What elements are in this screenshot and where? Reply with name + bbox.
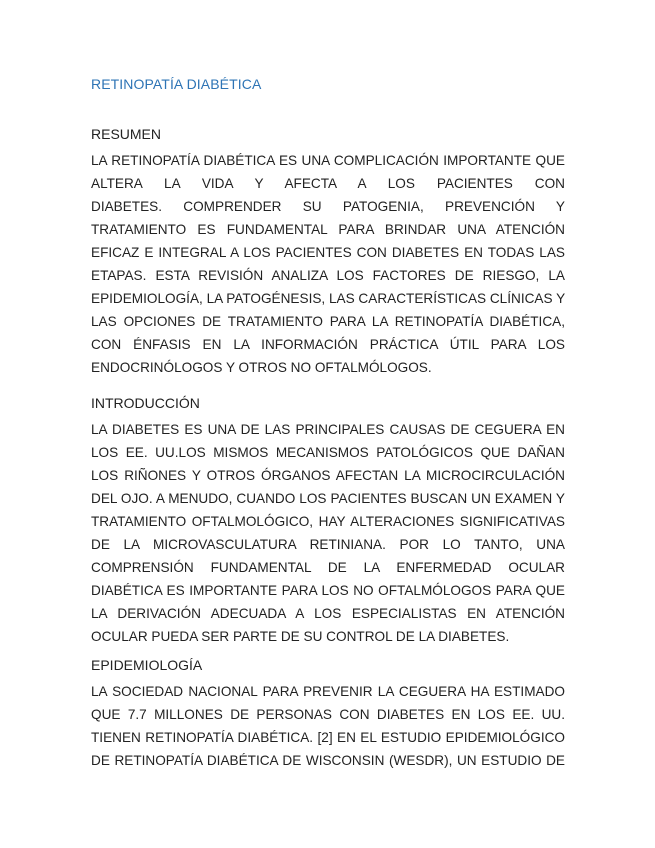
text-line: ETAPAS. ESTA REVISIÓN ANALIZA LOS FACTORES DE RIESGO, LA	[91, 268, 565, 283]
section-body-resumen	[91, 149, 565, 379]
text-line: LAS OPCIONES DE TRATAMIENTO PARA LA RETINOPATÍA DIABÉTICA,	[91, 314, 565, 329]
text-line: TIENEN RETINOPATÍA DIABÉTICA. [2] EN EL ESTUDIO EPIDEMIOLÓGICO	[91, 730, 565, 745]
text-line: COMPRENSIÓN FUNDAMENTAL DE LA ENFERMEDAD OCULAR	[91, 560, 565, 575]
text-line: EPIDEMIOLOGÍA, LA PATOGÉNESIS, LAS CARACTERÍSTICAS CLÍNICAS Y	[91, 291, 566, 306]
section-heading-epidemiologia: EPIDEMIOLOGÍA	[91, 657, 203, 673]
text-line: DIABETES. COMPRENDER SU PATOGENIA, PREVENCIÓN Y	[91, 199, 565, 214]
text-line: OCULAR PUEDA SER PARTE DE SU CONTROL DE LA DIABETES.	[91, 629, 510, 644]
text-line: ENDOCRINÓLOGOS Y OTROS NO OFTALMÓLOGOS.	[91, 360, 432, 375]
text-line: LA DIABETES ES UNA DE LAS PRINCIPALES CAUSAS DE CEGUERA EN	[91, 422, 565, 437]
document-title: RETINOPATÍA DIABÉTICA	[91, 76, 262, 92]
text-line: EFICAZ E INTEGRAL A LOS PACIENTES CON DIABETES EN TODAS LAS	[91, 245, 565, 260]
text-line: TRATAMIENTO OFTALMOLÓGICO, HAY ALTERACIONES SIGNIFICATIVAS	[91, 514, 565, 529]
text-line: LA RETINOPATÍA DIABÉTICA ES UNA COMPLICACIÓN IMPORTANTE QUE	[91, 153, 565, 168]
text-line: ALTERA LA VIDA Y AFECTA A LOS PACIENTES CON	[91, 176, 565, 191]
text-line: DIABÉTICA ES IMPORTANTE PARA LOS NO OFTALMÓLOGOS PARA QUE	[91, 583, 565, 598]
text-line: TRATAMIENTO ES FUNDAMENTAL PARA BRINDAR UNA ATENCIÓN	[91, 222, 565, 237]
text-line: DE RETINOPATÍA DIABÉTICA DE WISCONSIN (WESDR), UN ESTUDIO DE	[91, 753, 565, 768]
text-line: LA DERIVACIÓN ADECUADA A LOS ESPECIALISTAS EN ATENCIÓN	[91, 606, 565, 621]
text-line: DE LA MICROVASCULATURA RETINIANA. POR LO TANTO, UNA	[91, 537, 565, 552]
text-line: LOS EE. UU.LOS MISMOS MECANISMOS PATOLÓGICOS QUE DAÑAN	[91, 445, 565, 460]
section-body-epidemiologia	[91, 680, 565, 772]
text-line: QUE 7.7 MILLONES DE PERSONAS CON DIABETES EN LOS EE. UU.	[91, 707, 565, 722]
text-line: LOS RIÑONES Y OTROS ÓRGANOS AFECTAN LA MICROCIRCULACIÓN	[91, 468, 565, 483]
section-heading-resumen: RESUMEN	[91, 126, 162, 142]
section-body-introduccion	[91, 418, 565, 648]
text-line: DEL OJO. A MENUDO, CUANDO LOS PACIENTES BUSCAN UN EXAMEN Y	[91, 491, 565, 506]
text-line: CON ÉNFASIS EN LA INFORMACIÓN PRÁCTICA ÚTIL PARA LOS	[91, 337, 565, 352]
section-heading-introduccion: INTRODUCCIÓN	[91, 395, 200, 411]
text-line: LA SOCIEDAD NACIONAL PARA PREVENIR LA CEGUERA HA ESTIMADO	[91, 684, 565, 699]
